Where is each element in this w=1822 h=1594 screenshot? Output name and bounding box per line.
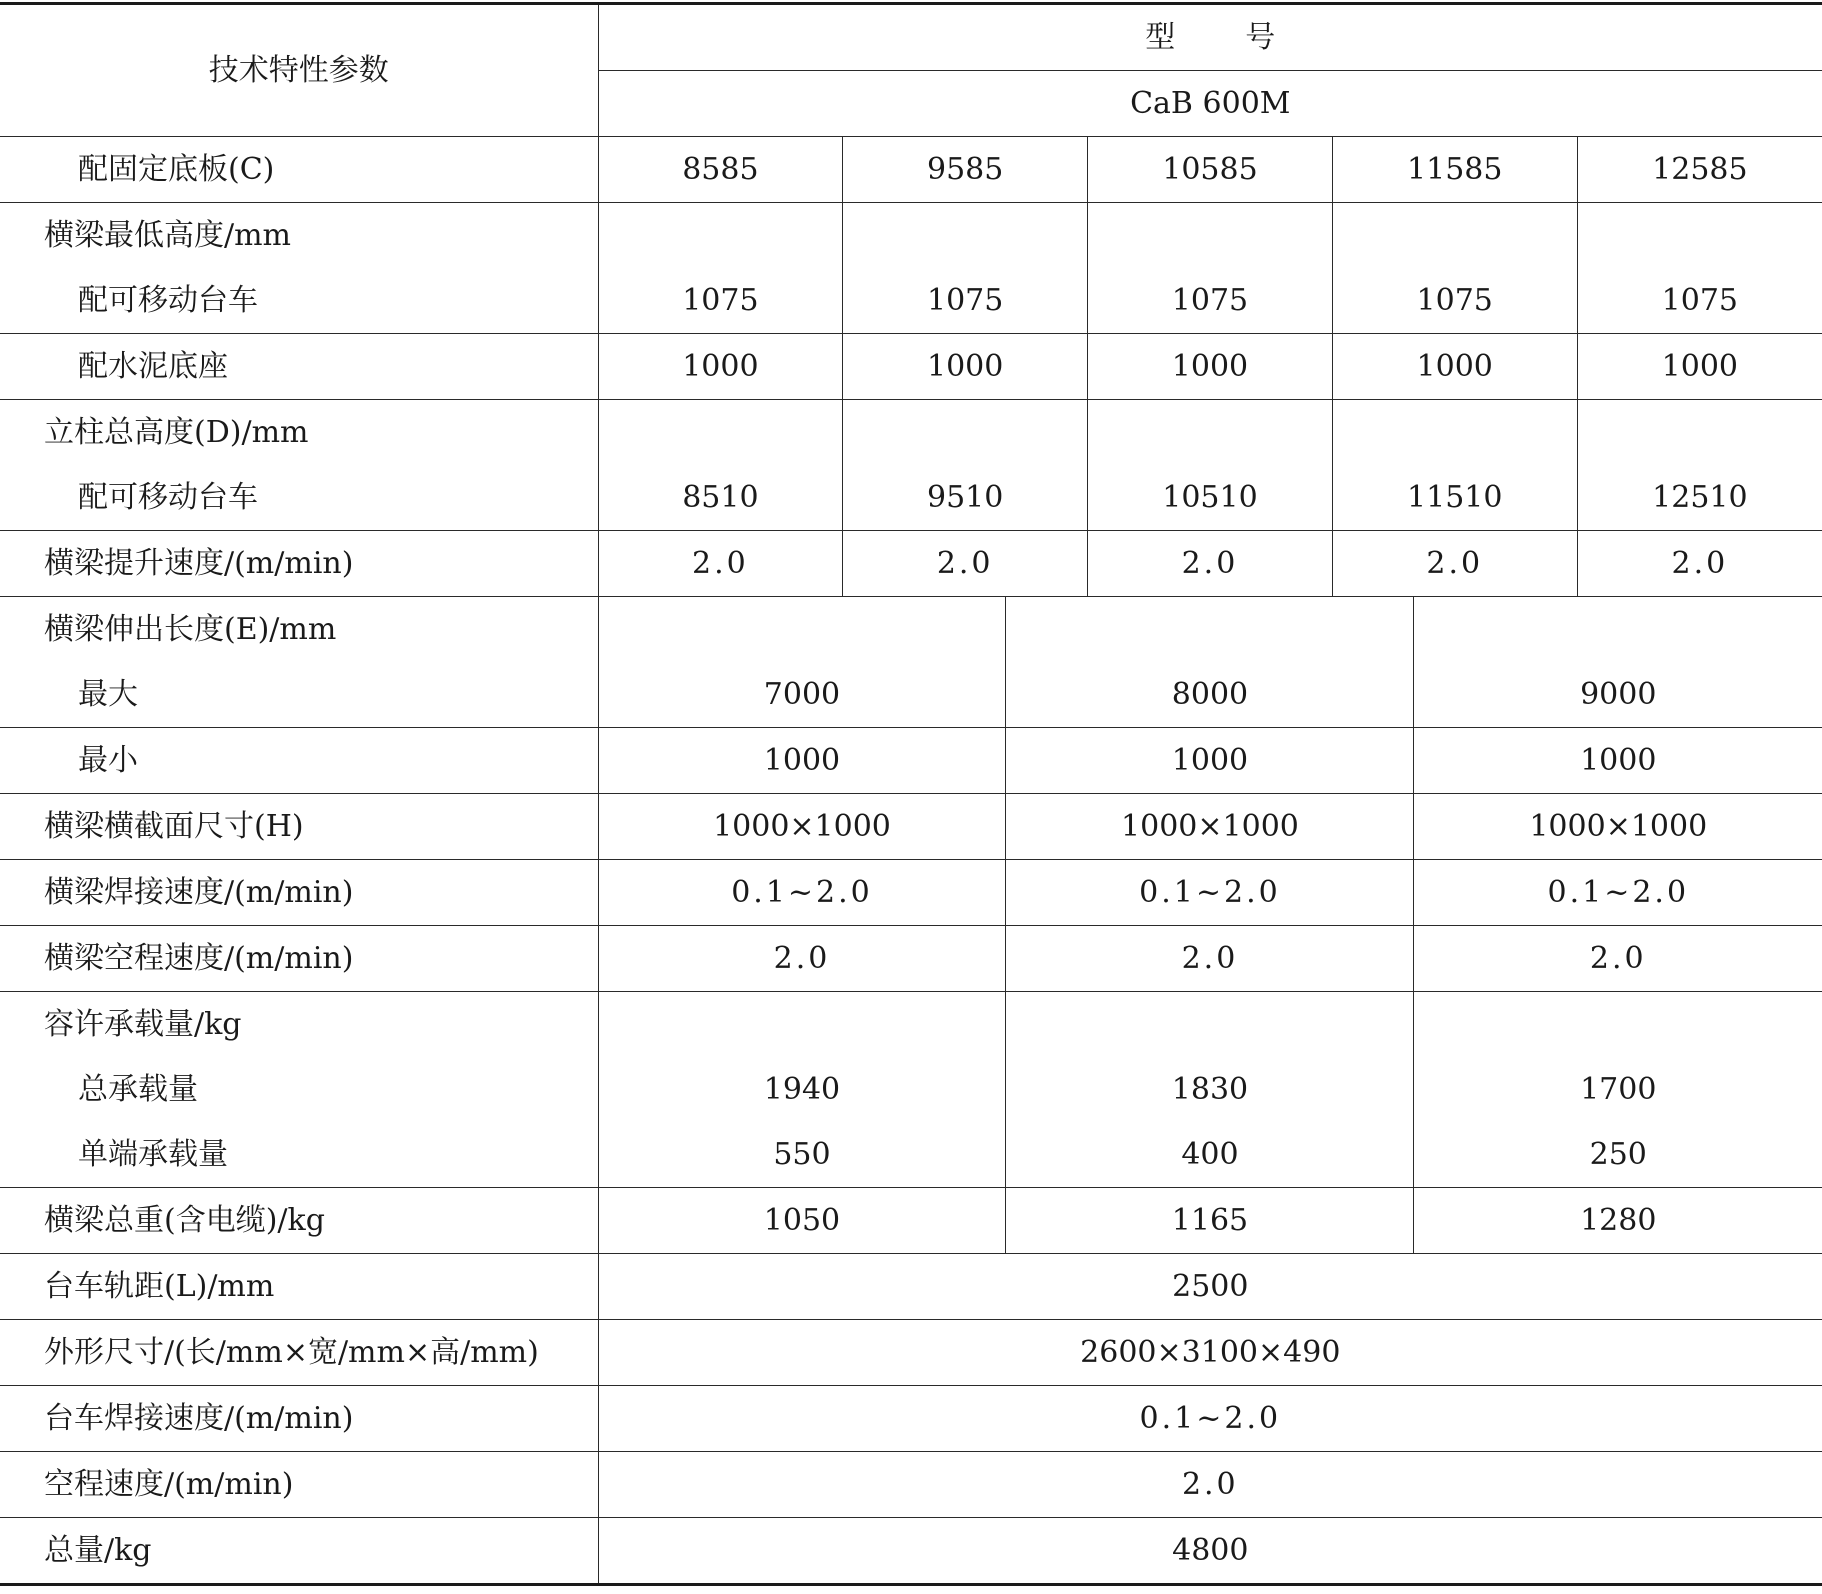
table-cell: 10510 bbox=[1088, 400, 1333, 531]
table-row bbox=[0, 203, 1822, 334]
table-cell: 2.0 bbox=[1088, 531, 1333, 597]
table-cell: 1050 bbox=[598, 1188, 1006, 1254]
table-cell: 0.1~2.0 bbox=[1006, 860, 1414, 926]
row-label: 横梁最低高度/mm 配可移动台车 bbox=[0, 203, 598, 334]
table-cell: 1000×1000 bbox=[598, 794, 1006, 860]
table-cell: 1075 bbox=[1577, 203, 1822, 334]
table-cell: 1000 bbox=[1332, 334, 1577, 400]
table-cell: 1830 400 bbox=[1006, 992, 1414, 1188]
row-label: 配水泥底座 bbox=[0, 334, 598, 400]
row-label: 外形尺寸/(长/mm×宽/mm×高/mm) bbox=[0, 1320, 598, 1386]
table-cell: 1280 bbox=[1414, 1188, 1822, 1254]
table-cell: 1000 bbox=[843, 334, 1088, 400]
table-row bbox=[0, 400, 1822, 531]
table-row bbox=[0, 597, 1822, 728]
table-cell: 2.0 bbox=[1577, 531, 1822, 597]
table-cell: 12585 bbox=[1577, 137, 1822, 203]
table-row bbox=[0, 926, 1822, 992]
table-cell: 1000 bbox=[1577, 334, 1822, 400]
table-cell: 1940 550 bbox=[598, 992, 1006, 1188]
table-cell: 2.0 bbox=[1332, 531, 1577, 597]
row-label: 容许承载量/kg 总承载量 单端承载量 bbox=[0, 992, 598, 1188]
table-row bbox=[0, 1188, 1822, 1254]
table-cell: 1075 bbox=[1332, 203, 1577, 334]
table-cell: 1000 bbox=[598, 728, 1006, 794]
param-header: 技术特性参数 bbox=[0, 4, 598, 137]
table-cell: 1165 bbox=[1006, 1188, 1414, 1254]
table-row bbox=[0, 1254, 1822, 1320]
table-cell: 0.1~2.0 bbox=[598, 1386, 1822, 1452]
row-label: 台车焊接速度/(m/min) bbox=[0, 1386, 598, 1452]
row-label: 配固定底板(C) bbox=[0, 137, 598, 203]
row-label: 横梁空程速度/(m/min) bbox=[0, 926, 598, 992]
table-cell: 1700 250 bbox=[1414, 992, 1822, 1188]
table-cell: 11510 bbox=[1332, 400, 1577, 531]
table-row bbox=[0, 794, 1822, 860]
table-row bbox=[0, 531, 1822, 597]
model-name: CaB 600M bbox=[598, 71, 1822, 137]
model-header-label: 型号 bbox=[1145, 19, 1346, 55]
model-header bbox=[598, 4, 1822, 71]
table-cell: 8585 bbox=[598, 137, 843, 203]
row-label: 立柱总高度(D)/mm 配可移动台车 bbox=[0, 400, 598, 531]
table-cell: 9000 bbox=[1414, 597, 1822, 728]
table-cell: 1000×1000 bbox=[1006, 794, 1414, 860]
table-row bbox=[0, 137, 1822, 203]
table-cell: 0.1~2.0 bbox=[598, 860, 1006, 926]
header-row bbox=[0, 4, 1822, 71]
table-row bbox=[0, 992, 1822, 1188]
table-cell: 8000 bbox=[1006, 597, 1414, 728]
table-cell: 2.0 bbox=[598, 1452, 1822, 1518]
table-cell: 12510 bbox=[1577, 400, 1822, 531]
table-row bbox=[0, 1452, 1822, 1518]
table-cell: 1075 bbox=[598, 203, 843, 334]
table-cell: 1000×1000 bbox=[1414, 794, 1822, 860]
table-cell: 1075 bbox=[1088, 203, 1333, 334]
table-cell: 1000 bbox=[1006, 728, 1414, 794]
table-cell: 2.0 bbox=[1006, 926, 1414, 992]
row-label: 横梁焊接速度/(m/min) bbox=[0, 860, 598, 926]
table-cell: 11585 bbox=[1332, 137, 1577, 203]
table-row bbox=[0, 1518, 1822, 1585]
table-cell: 8510 bbox=[598, 400, 843, 531]
table-cell: 2.0 bbox=[598, 531, 843, 597]
row-label: 总量/kg bbox=[0, 1518, 598, 1585]
spec-table bbox=[0, 2, 1822, 1586]
table-row bbox=[0, 728, 1822, 794]
table-row bbox=[0, 334, 1822, 400]
row-label: 空程速度/(m/min) bbox=[0, 1452, 598, 1518]
table-cell: 0.1~2.0 bbox=[1414, 860, 1822, 926]
table-row bbox=[0, 860, 1822, 926]
row-label: 横梁总重(含电缆)/kg bbox=[0, 1188, 598, 1254]
table-cell: 1075 bbox=[843, 203, 1088, 334]
table-cell: 2.0 bbox=[598, 926, 1006, 992]
row-label: 横梁横截面尺寸(H) bbox=[0, 794, 598, 860]
table-row bbox=[0, 1320, 1822, 1386]
table-cell: 10585 bbox=[1088, 137, 1333, 203]
table-cell: 2.0 bbox=[1414, 926, 1822, 992]
table-cell: 9585 bbox=[843, 137, 1088, 203]
row-label: 横梁提升速度/(m/min) bbox=[0, 531, 598, 597]
table-cell: 7000 bbox=[598, 597, 1006, 728]
table-cell: 2500 bbox=[598, 1254, 1822, 1320]
table-cell: 2600×3100×490 bbox=[598, 1320, 1822, 1386]
table-cell: 2.0 bbox=[843, 531, 1088, 597]
table-cell: 1000 bbox=[1414, 728, 1822, 794]
row-label: 最小 bbox=[0, 728, 598, 794]
table-cell: 4800 bbox=[598, 1518, 1822, 1585]
table-cell: 9510 bbox=[843, 400, 1088, 531]
row-label: 横梁伸出长度(E)/mm 最大 bbox=[0, 597, 598, 728]
table-cell: 1000 bbox=[1088, 334, 1333, 400]
row-label: 台车轨距(L)/mm bbox=[0, 1254, 598, 1320]
table-cell: 1000 bbox=[598, 334, 843, 400]
table-row bbox=[0, 1386, 1822, 1452]
